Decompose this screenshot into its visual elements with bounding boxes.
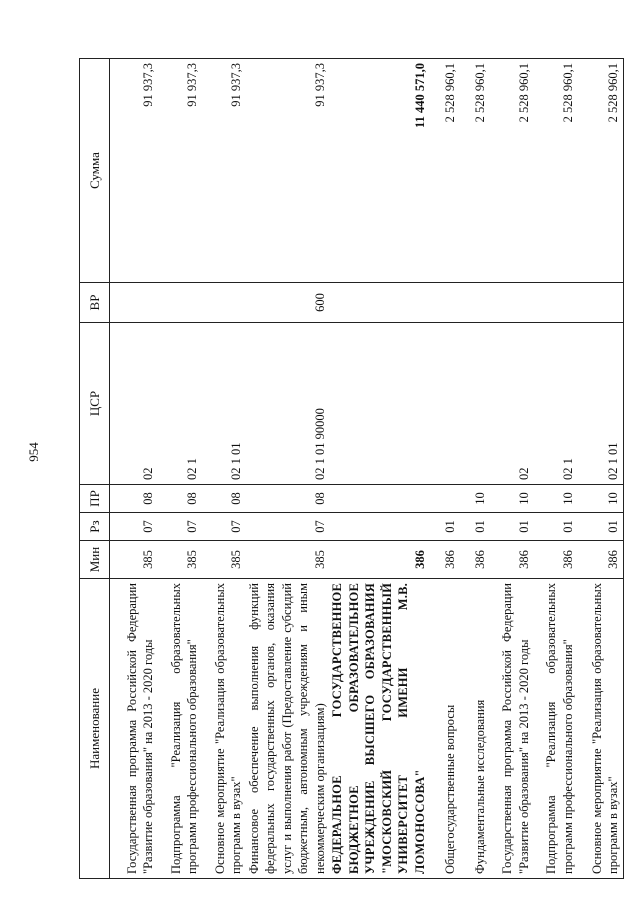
cell-pr (429, 485, 459, 513)
cell-csr: 02 (110, 323, 158, 485)
cell-csr: 02 1 01 (202, 323, 246, 485)
cell-name: Подпрограмма "Реализация образовательных программ профессионального образования" (533, 579, 577, 879)
cell-min: 386 (329, 541, 429, 579)
cell-sum: 11 440 571,0 (329, 59, 429, 283)
header-rz: Рз (80, 513, 110, 541)
cell-name: Основное мероприятие "Реализация образовательных программ в вузах" (202, 579, 246, 879)
cell-min: 385 (110, 541, 158, 579)
cell-sum: 91 937,3 (246, 59, 330, 283)
cell-name: Подпрограмма "Реализация образовательных программ профессионального образования" (158, 579, 202, 879)
cell-name: ФЕДЕРАЛЬНОЕ ГОСУДАРСТВЕННОЕ БЮДЖЕТНОЕ ОБРАЗОВАТЕЛЬНОЕ УЧРЕЖДЕНИЕ ВЫСШЕГО ОБРАЗОВАНИЯ "МОСКОВСКИЙ ГОСУДАРСТВЕННЫЙ УНИВЕРСИТЕТ ИМЕНИ М.В. ЛОМОНОСОВА" (329, 579, 429, 879)
cell-name: Финансовое обеспечение выполнения функций федеральных государственных органов, оказания услуг и выполнения работ (Предоставление субсидий бюджетным, автономным учреждениям и иным некоммерческим организациям) (246, 579, 330, 879)
cell-min: 386 (533, 541, 577, 579)
page-number: 954 (26, 442, 41, 462)
cell-csr (459, 323, 489, 485)
cell-vr (489, 283, 533, 323)
cell-csr: 02 1 01 90000 (246, 323, 330, 485)
cell-name: Основное мероприятие "Реализация образовательных программ в вузах" (577, 579, 623, 879)
table-row (158, 59, 202, 879)
cell-pr: 10 (577, 485, 623, 513)
cell-sum: 2 528 960,1 (577, 59, 623, 283)
cell-csr: 02 (489, 323, 533, 485)
header-csr: ЦСР (80, 323, 110, 485)
cell-rz: 01 (459, 513, 489, 541)
cell-name: Общегосударственные вопросы (429, 579, 459, 879)
cell-csr (429, 323, 459, 485)
cell-name: Фундаментальные исследования (459, 579, 489, 879)
header-row (80, 59, 110, 879)
cell-csr: 02 1 (158, 323, 202, 485)
cell-rz: 01 (533, 513, 577, 541)
cell-csr (329, 323, 429, 485)
cell-pr: 10 (489, 485, 533, 513)
cell-sum: 2 528 960,1 (459, 59, 489, 283)
cell-pr: 08 (158, 485, 202, 513)
cell-vr (202, 283, 246, 323)
cell-pr: 10 (459, 485, 489, 513)
cell-sum: 91 937,3 (158, 59, 202, 283)
header-name: Наименование (80, 579, 110, 879)
header-vr: ВР (80, 283, 110, 323)
table-row (489, 59, 533, 879)
cell-rz: 07 (158, 513, 202, 541)
cell-pr (329, 485, 429, 513)
cell-csr: 02 1 (533, 323, 577, 485)
cell-min: 386 (429, 541, 459, 579)
cell-min: 386 (577, 541, 623, 579)
cell-min: 386 (489, 541, 533, 579)
cell-pr: 10 (533, 485, 577, 513)
cell-rz: 07 (202, 513, 246, 541)
cell-min: 385 (246, 541, 330, 579)
cell-rz: 07 (246, 513, 330, 541)
cell-min: 385 (158, 541, 202, 579)
cell-name: Государственная программа Российской Федерации "Развитие образования" на 2013 - 2020 годы (110, 579, 158, 879)
cell-sum: 91 937,3 (110, 59, 158, 283)
table-row (533, 59, 577, 879)
cell-sum: 91 937,3 (202, 59, 246, 283)
cell-vr (577, 283, 623, 323)
cell-pr: 08 (246, 485, 330, 513)
cell-rz: 01 (577, 513, 623, 541)
table-row (429, 59, 459, 879)
cell-min: 386 (459, 541, 489, 579)
table-row (577, 59, 623, 879)
cell-vr (110, 283, 158, 323)
cell-vr (329, 283, 429, 323)
header-sum: Сумма (80, 59, 110, 283)
cell-sum: 2 528 960,1 (489, 59, 533, 283)
table-row (110, 59, 158, 879)
cell-name: Государственная программа Российской Федерации "Развитие образования" на 2013 - 2020 годы (489, 579, 533, 879)
cell-min: 385 (202, 541, 246, 579)
cell-pr: 08 (202, 485, 246, 513)
table-row (202, 59, 246, 879)
cell-rz: 01 (489, 513, 533, 541)
cell-rz: 01 (429, 513, 459, 541)
header-pr: ПР (80, 485, 110, 513)
budget-table (79, 58, 624, 879)
header-min: Мин (80, 541, 110, 579)
cell-sum: 2 528 960,1 (533, 59, 577, 283)
cell-vr: 600 (246, 283, 330, 323)
cell-csr: 02 1 01 (577, 323, 623, 485)
cell-vr (533, 283, 577, 323)
cell-vr (158, 283, 202, 323)
cell-rz: 07 (110, 513, 158, 541)
cell-sum: 2 528 960,1 (429, 59, 459, 283)
cell-vr (429, 283, 459, 323)
table-row (329, 59, 429, 879)
budget-table-container (79, 59, 620, 879)
table-row (459, 59, 489, 879)
cell-rz (329, 513, 429, 541)
cell-vr (459, 283, 489, 323)
table-row (246, 59, 330, 879)
cell-pr: 08 (110, 485, 158, 513)
